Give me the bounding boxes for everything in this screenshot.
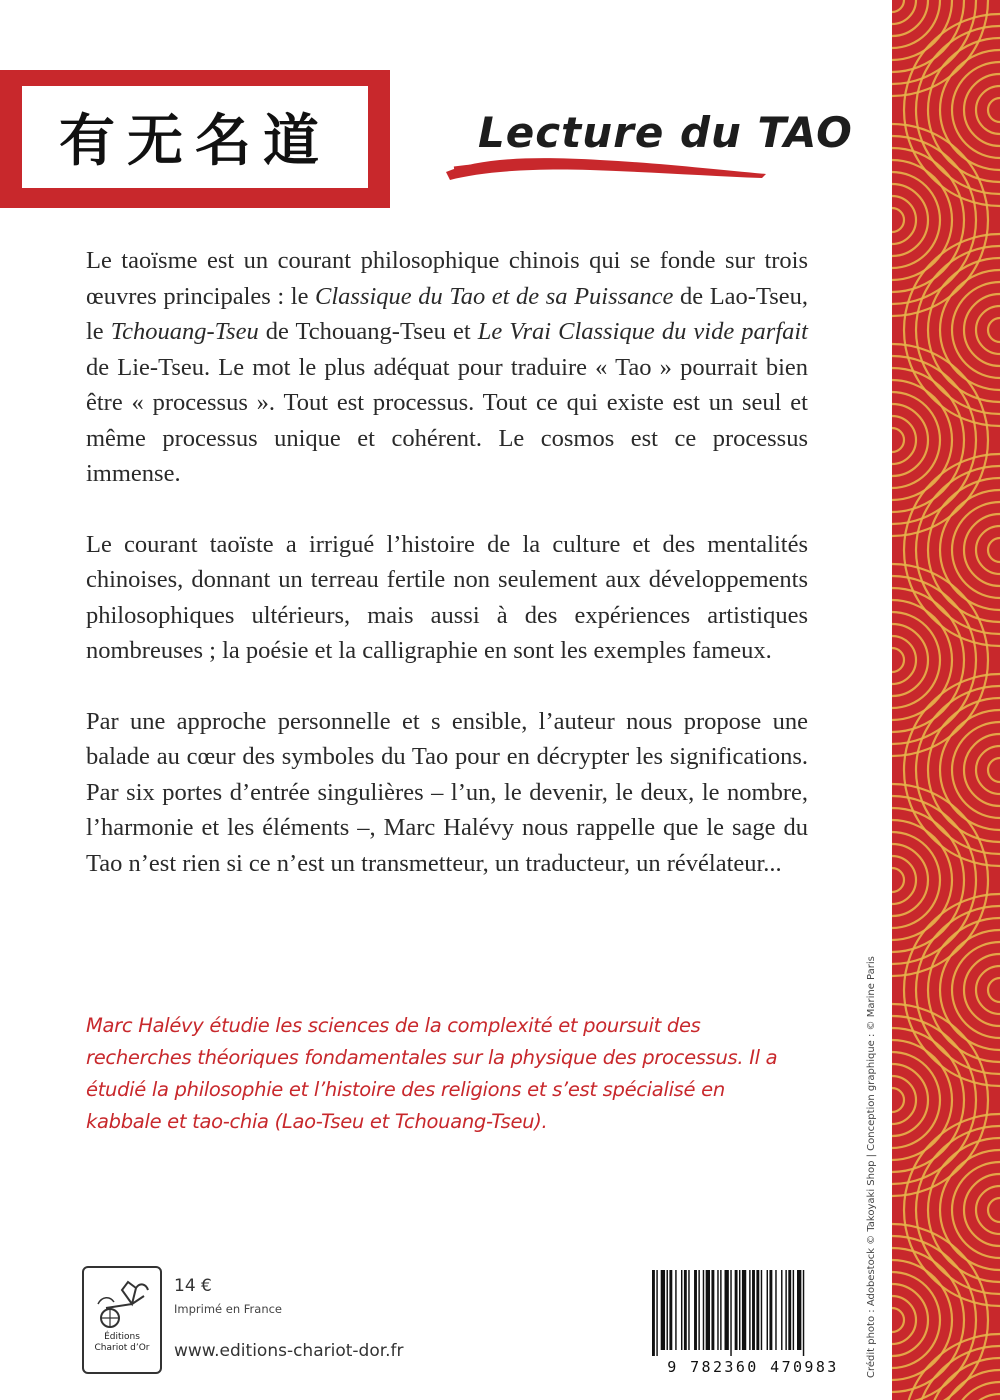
decorative-wave-pattern bbox=[892, 0, 1000, 1400]
text-run: Le taoïsme est un courant philosophique chinois qui se fonde sur trois œuvres principales : le bbox=[86, 247, 808, 310]
chinese-characters: 有无名道 bbox=[59, 109, 331, 174]
italic-title-run: Tchouang-Tseu bbox=[110, 318, 259, 345]
barcode-bar bbox=[793, 1270, 794, 1350]
barcode-bar bbox=[797, 1270, 801, 1350]
series-title: Lecture du TAO bbox=[478, 108, 853, 157]
barcode-bar bbox=[725, 1270, 729, 1350]
barcode-bar bbox=[688, 1270, 689, 1350]
text-run: de Lie-Tseu. Le mot le plus adéquat pour traduire « Tao » pourrait bien être « processus ». Tout est processus. Tout ce qui existe est un seul et même processus unique et cohérent. Le cosmos est ce processus immense. bbox=[86, 353, 808, 487]
barcode-bars bbox=[648, 1270, 858, 1356]
barcode-bar bbox=[652, 1270, 655, 1356]
barcode-bar bbox=[694, 1270, 697, 1350]
barcode-bar bbox=[703, 1270, 704, 1350]
barcode-digits: 9 782360 470983 bbox=[667, 1358, 839, 1376]
brush-stroke-underline bbox=[440, 148, 770, 188]
barcode-bar bbox=[711, 1270, 714, 1350]
text-run: de Tchouang-Tseu et bbox=[258, 318, 478, 345]
chariot-icon bbox=[92, 1274, 152, 1330]
barcode-bar bbox=[742, 1270, 746, 1350]
barcode-bar bbox=[681, 1270, 682, 1350]
author-bio: Marc Halévy étudie les sciences de la complexité et poursuit des recherches théoriques fondamentales sur la physique des processus. Il a étudié la philosophie et l’histoire des religions et s’est spécialisé en kabbale et tao-chia (Lao-Tseu et Tchouang-Tseu). bbox=[86, 1014, 778, 1133]
barcode-bar bbox=[788, 1270, 791, 1350]
barcode-bar bbox=[756, 1270, 759, 1350]
barcode-bar bbox=[720, 1270, 721, 1350]
italic-title-run: Le Vrai Classique du vide parfait bbox=[477, 318, 808, 345]
publisher-logo-text bbox=[84, 1332, 160, 1354]
barcode-bar bbox=[803, 1270, 804, 1356]
barcode-bar bbox=[669, 1270, 672, 1350]
barcode-bar bbox=[785, 1270, 786, 1350]
barcode-bar bbox=[656, 1270, 657, 1356]
barcode-bar bbox=[661, 1270, 665, 1350]
description-paragraph-3: Par une approche personnelle et s ensible, l’auteur nous propose une balade au cœur des symboles du Tao pour en décrypter les significations. Par six portes d’entrée singulières – l’un, le devenir, le deux, le nombre, l’harmonie et les éléments –, Marc Halévy nous rappelle que le sage du Tao n’est rien si ce n’est un transmetteur, un traducteur, un révélateur... bbox=[86, 707, 808, 877]
barcode-bar bbox=[698, 1270, 699, 1350]
barcode-bar bbox=[684, 1270, 687, 1350]
italic-title-run: Classique du Tao et de sa Puissance bbox=[315, 282, 674, 310]
description-text bbox=[86, 243, 808, 881]
barcode-bar bbox=[730, 1270, 731, 1356]
barcode-bar bbox=[769, 1270, 772, 1350]
barcode-bar bbox=[667, 1270, 668, 1350]
description-paragraph-2: Le courant taoïste a irrigué l’histoire de la culture et des mentalités chinoises, donnant un terreau fertile non seulement aux développements philosophiques ultérieurs, mais aussi à des expériences artistiques nombreuses ; la poésie et la calligraphie en sont les exemples fameux. bbox=[86, 530, 808, 664]
barcode-bar bbox=[752, 1270, 755, 1350]
barcode-bar bbox=[739, 1270, 740, 1350]
barcode-bar bbox=[706, 1270, 710, 1350]
barcode-bar bbox=[749, 1270, 750, 1350]
barcode-bar bbox=[767, 1270, 768, 1350]
logo-line-2: Chariot d’Or bbox=[94, 1343, 150, 1353]
photo-credits: Crédit photo : Adobestock © Takoyaki Shop | Conception graphique : © Marine Paris bbox=[866, 956, 877, 1378]
barcode-bar bbox=[761, 1270, 762, 1350]
barcode-bar bbox=[781, 1270, 782, 1350]
logo-line-1: Éditions bbox=[104, 1332, 140, 1342]
barcode-bar bbox=[717, 1270, 718, 1350]
printed-in: Imprimé en France bbox=[174, 1302, 283, 1316]
text-run: de Lao-Tseu, le bbox=[86, 282, 808, 345]
barcode-bar bbox=[735, 1270, 738, 1350]
price: 14 € bbox=[174, 1276, 212, 1296]
barcode-bar bbox=[675, 1270, 676, 1350]
publisher-website: www.editions-chariot-dor.fr bbox=[174, 1341, 404, 1361]
publisher-logo bbox=[82, 1266, 162, 1374]
description-paragraph-1 bbox=[86, 243, 808, 492]
barcode-bar bbox=[775, 1270, 776, 1350]
